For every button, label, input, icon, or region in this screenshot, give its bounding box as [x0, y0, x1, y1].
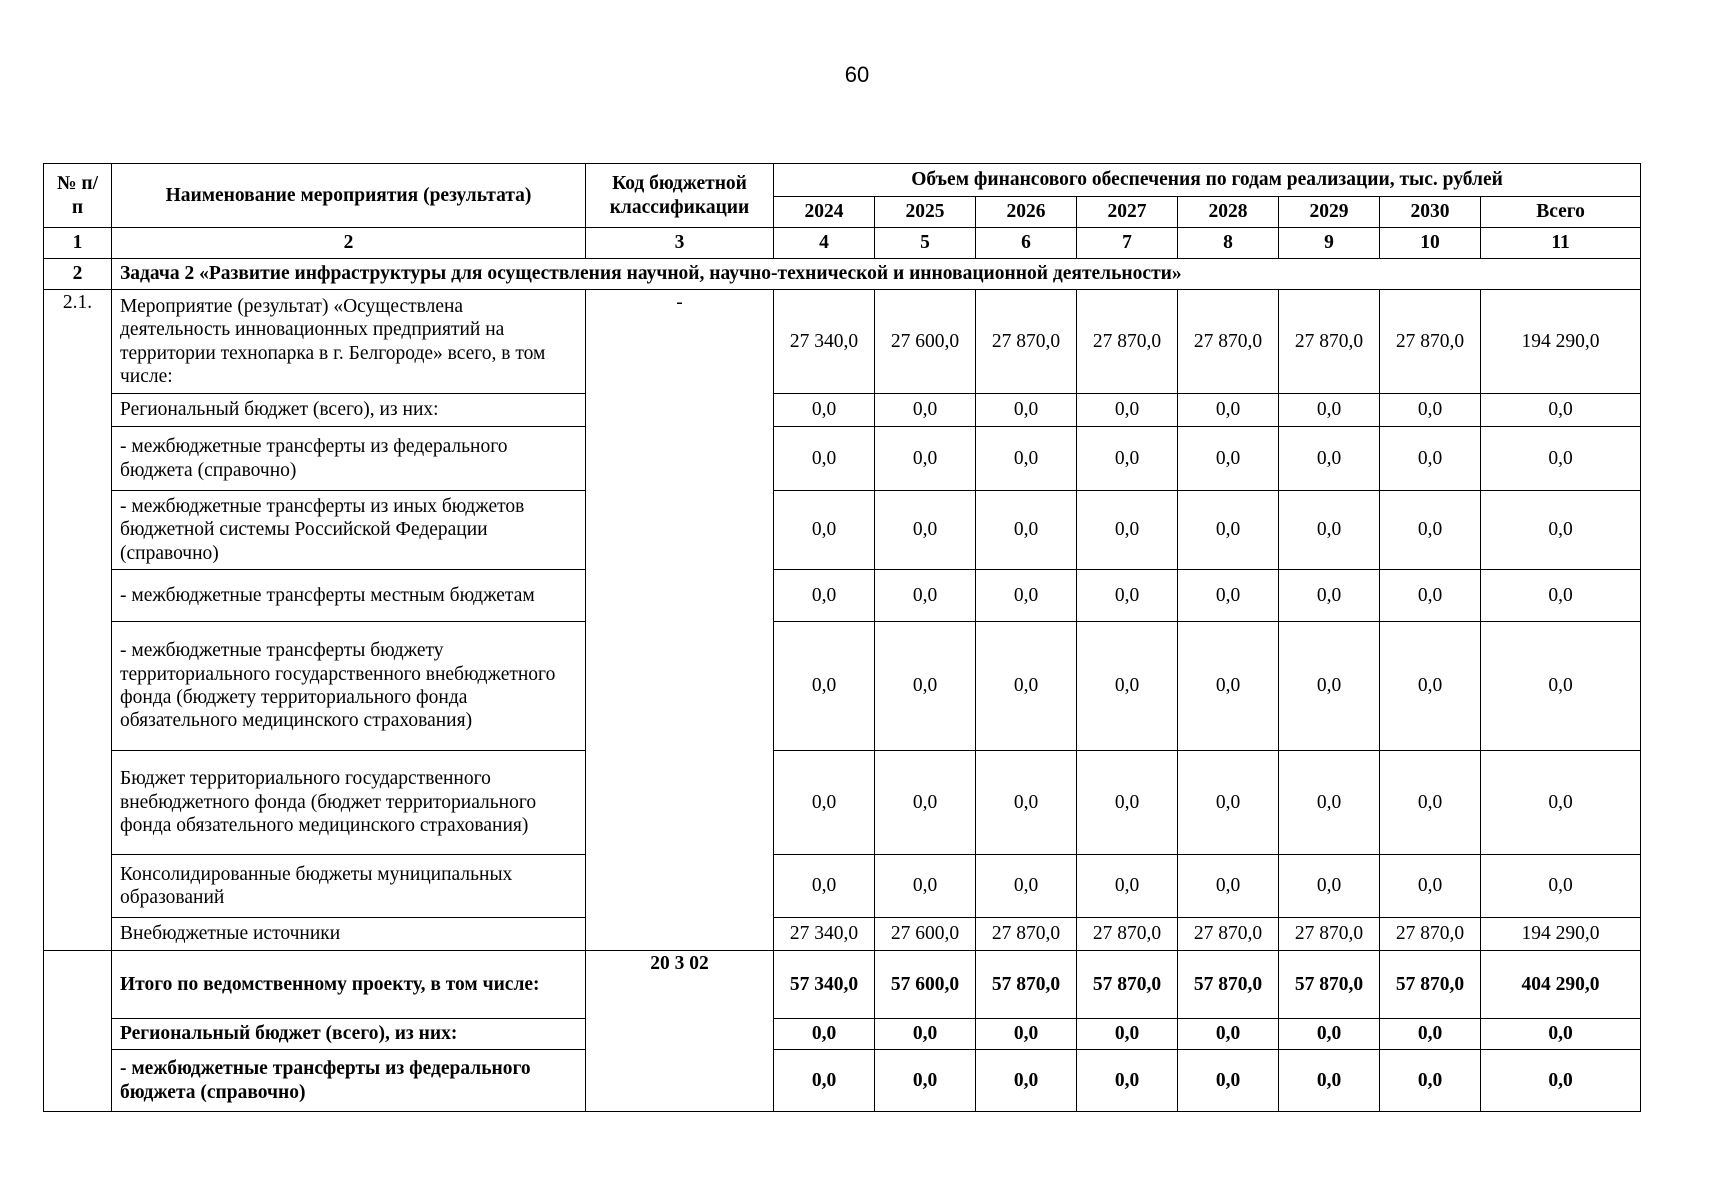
total-cell: 404 290,0: [1481, 951, 1641, 1019]
column-number: 11: [1481, 228, 1641, 259]
value-cell: 27 870,0: [976, 290, 1077, 394]
total-cell: 0,0: [1481, 427, 1641, 491]
column-number: 1: [44, 228, 112, 259]
table-row: [44, 1050, 1641, 1112]
value-cell: 0,0: [1178, 1019, 1279, 1050]
header-total: Всего: [1481, 197, 1641, 228]
column-number: 10: [1380, 228, 1481, 259]
value-cell: 0,0: [1077, 622, 1178, 751]
value-cell: 0,0: [774, 394, 875, 427]
value-cell: 0,0: [774, 427, 875, 491]
value-cell: 0,0: [1279, 751, 1380, 855]
value-cell: 0,0: [1077, 1019, 1178, 1050]
value-cell: 27 870,0: [976, 918, 1077, 951]
value-cell: 0,0: [976, 751, 1077, 855]
total-cell: 0,0: [1481, 570, 1641, 622]
row-name: Итого по ведомственному проекту, в том числе:: [112, 951, 586, 1019]
table-row: [44, 491, 1641, 570]
value-cell: 0,0: [1178, 427, 1279, 491]
value-cell: 0,0: [1279, 427, 1380, 491]
header-code: Код бюджетной классификации: [586, 164, 774, 228]
value-cell: 0,0: [1077, 491, 1178, 570]
value-cell: 0,0: [875, 1050, 976, 1112]
value-cell: 27 870,0: [1178, 290, 1279, 394]
value-cell: 0,0: [774, 622, 875, 751]
value-cell: 0,0: [1279, 1019, 1380, 1050]
value-cell: 57 870,0: [1279, 951, 1380, 1019]
total-cell: 0,0: [1481, 394, 1641, 427]
value-cell: 0,0: [1380, 622, 1481, 751]
value-cell: 0,0: [1178, 622, 1279, 751]
value-cell: 0,0: [1077, 855, 1178, 918]
header-number: № п/п: [44, 164, 112, 228]
value-cell: 27 600,0: [875, 290, 976, 394]
value-cell: 0,0: [1380, 491, 1481, 570]
value-cell: 27 870,0: [1279, 918, 1380, 951]
value-cell: 0,0: [875, 427, 976, 491]
total-cell: 0,0: [1481, 622, 1641, 751]
value-cell: 0,0: [774, 491, 875, 570]
value-cell: 0,0: [774, 1050, 875, 1112]
value-cell: 27 870,0: [1279, 290, 1380, 394]
value-cell: 57 870,0: [1380, 951, 1481, 1019]
total-cell: 0,0: [1481, 1019, 1641, 1050]
value-cell: 0,0: [875, 751, 976, 855]
empty-number-cell: [44, 951, 112, 1112]
row-name: Мероприятие (результат) «Осуществлена деятельность инновационных предприятий на территории технопарка в г. Белгороде» всего, в том числе:: [112, 290, 586, 394]
value-cell: 0,0: [1077, 751, 1178, 855]
value-cell: 27 340,0: [774, 290, 875, 394]
total-cell: 0,0: [1481, 855, 1641, 918]
value-cell: 0,0: [1178, 751, 1279, 855]
total-cell: 0,0: [1481, 1050, 1641, 1112]
value-cell: 0,0: [1380, 855, 1481, 918]
column-number: 9: [1279, 228, 1380, 259]
value-cell: 0,0: [1380, 427, 1481, 491]
value-cell: 57 600,0: [875, 951, 976, 1019]
value-cell: 0,0: [1380, 751, 1481, 855]
header-year: 2024: [774, 197, 875, 228]
row-name: Региональный бюджет (всего), из них:: [112, 1019, 586, 1050]
task-number: 2: [44, 259, 112, 290]
table-row: [44, 570, 1641, 622]
activity-number: 2.1.: [44, 290, 112, 951]
value-cell: 0,0: [976, 855, 1077, 918]
value-cell: 0,0: [1077, 427, 1178, 491]
value-cell: 0,0: [875, 622, 976, 751]
table-row: [44, 951, 1641, 1019]
table-row: [44, 855, 1641, 918]
value-cell: 0,0: [1380, 1050, 1481, 1112]
column-number: 7: [1077, 228, 1178, 259]
total-cell: 0,0: [1481, 491, 1641, 570]
value-cell: 0,0: [1077, 394, 1178, 427]
header-year: 2029: [1279, 197, 1380, 228]
value-cell: 0,0: [1077, 570, 1178, 622]
row-name: - межбюджетные трансферты из федерального бюджета (справочно): [112, 427, 586, 491]
value-cell: 57 870,0: [1178, 951, 1279, 1019]
value-cell: 0,0: [1380, 394, 1481, 427]
table-row: [44, 394, 1641, 427]
value-cell: 0,0: [1279, 855, 1380, 918]
value-cell: 0,0: [1279, 622, 1380, 751]
value-cell: 0,0: [875, 855, 976, 918]
table-row: [44, 622, 1641, 751]
value-cell: 0,0: [1380, 570, 1481, 622]
value-cell: 27 870,0: [1178, 918, 1279, 951]
header-name: Наименование мероприятия (результата): [112, 164, 586, 228]
value-cell: 57 870,0: [976, 951, 1077, 1019]
value-cell: 0,0: [1178, 855, 1279, 918]
value-cell: 0,0: [1178, 1050, 1279, 1112]
value-cell: 0,0: [976, 1050, 1077, 1112]
page-number: 60: [844, 62, 870, 87]
value-cell: 0,0: [1178, 394, 1279, 427]
table-row: [44, 918, 1641, 951]
column-number: 2: [112, 228, 586, 259]
value-cell: 0,0: [1279, 570, 1380, 622]
value-cell: 0,0: [1279, 1050, 1380, 1112]
funding-table: [43, 163, 1641, 1112]
value-cell: 0,0: [976, 491, 1077, 570]
activity-code: -: [586, 290, 774, 951]
value-cell: 0,0: [1279, 491, 1380, 570]
value-cell: 27 600,0: [875, 918, 976, 951]
total-cell: 0,0: [1481, 751, 1641, 855]
value-cell: 0,0: [976, 394, 1077, 427]
row-name: - межбюджетные трансферты из федерального бюджета (справочно): [112, 1050, 586, 1112]
column-number: 3: [586, 228, 774, 259]
row-name: Бюджет территориального государственного внебюджетного фонда (бюджет территориального фонда обязательного медицинского страхования): [112, 751, 586, 855]
task-row: [44, 259, 1641, 290]
row-name: - межбюджетные трансферты бюджету территориального государственного внебюджетного фонда (бюджету территориального фонда обязательного медицинского страхования): [112, 622, 586, 751]
value-cell: 57 870,0: [1077, 951, 1178, 1019]
value-cell: 27 870,0: [1380, 290, 1481, 394]
value-cell: 57 340,0: [774, 951, 875, 1019]
project-code: 20 3 02: [586, 951, 774, 1112]
value-cell: 0,0: [976, 622, 1077, 751]
table-row: [44, 1019, 1641, 1050]
column-number: 4: [774, 228, 875, 259]
value-cell: 0,0: [774, 751, 875, 855]
header-year: 2030: [1380, 197, 1481, 228]
value-cell: 27 870,0: [1077, 290, 1178, 394]
value-cell: 0,0: [774, 570, 875, 622]
value-cell: 0,0: [1178, 491, 1279, 570]
header-year: 2025: [875, 197, 976, 228]
column-number: 6: [976, 228, 1077, 259]
total-cell: 194 290,0: [1481, 918, 1641, 951]
value-cell: 0,0: [1178, 570, 1279, 622]
value-cell: 27 340,0: [774, 918, 875, 951]
table-row: [44, 427, 1641, 491]
value-cell: 0,0: [1279, 394, 1380, 427]
total-cell: 194 290,0: [1481, 290, 1641, 394]
value-cell: 0,0: [1077, 1050, 1178, 1112]
table-row: [44, 290, 1641, 394]
value-cell: 27 870,0: [1077, 918, 1178, 951]
row-name: Консолидированные бюджеты муниципальных образований: [112, 855, 586, 918]
value-cell: 0,0: [976, 427, 1077, 491]
header-year: 2028: [1178, 197, 1279, 228]
value-cell: 0,0: [774, 1019, 875, 1050]
column-number: 5: [875, 228, 976, 259]
row-name: Внебюджетные источники: [112, 918, 586, 951]
header-funding: Объем финансового обеспечения по годам реализации, тыс. рублей: [774, 164, 1641, 197]
value-cell: 0,0: [875, 491, 976, 570]
column-number: 8: [1178, 228, 1279, 259]
value-cell: 0,0: [875, 1019, 976, 1050]
task-title: Задача 2 «Развитие инфраструктуры для осуществления научной, научно-технической и инновационной деятельности»: [112, 259, 1641, 290]
value-cell: 0,0: [1380, 1019, 1481, 1050]
table-row: [44, 751, 1641, 855]
value-cell: 0,0: [875, 570, 976, 622]
row-name: - межбюджетные трансферты местным бюджетам: [112, 570, 586, 622]
value-cell: 0,0: [875, 394, 976, 427]
value-cell: 27 870,0: [1380, 918, 1481, 951]
value-cell: 0,0: [976, 1019, 1077, 1050]
value-cell: 0,0: [976, 570, 1077, 622]
header-year: 2027: [1077, 197, 1178, 228]
row-name: Региональный бюджет (всего), из них:: [112, 394, 586, 427]
row-name: - межбюджетные трансферты из иных бюджетов бюджетной системы Российской Федерации (справочно): [112, 491, 586, 570]
header-year: 2026: [976, 197, 1077, 228]
value-cell: 0,0: [774, 855, 875, 918]
